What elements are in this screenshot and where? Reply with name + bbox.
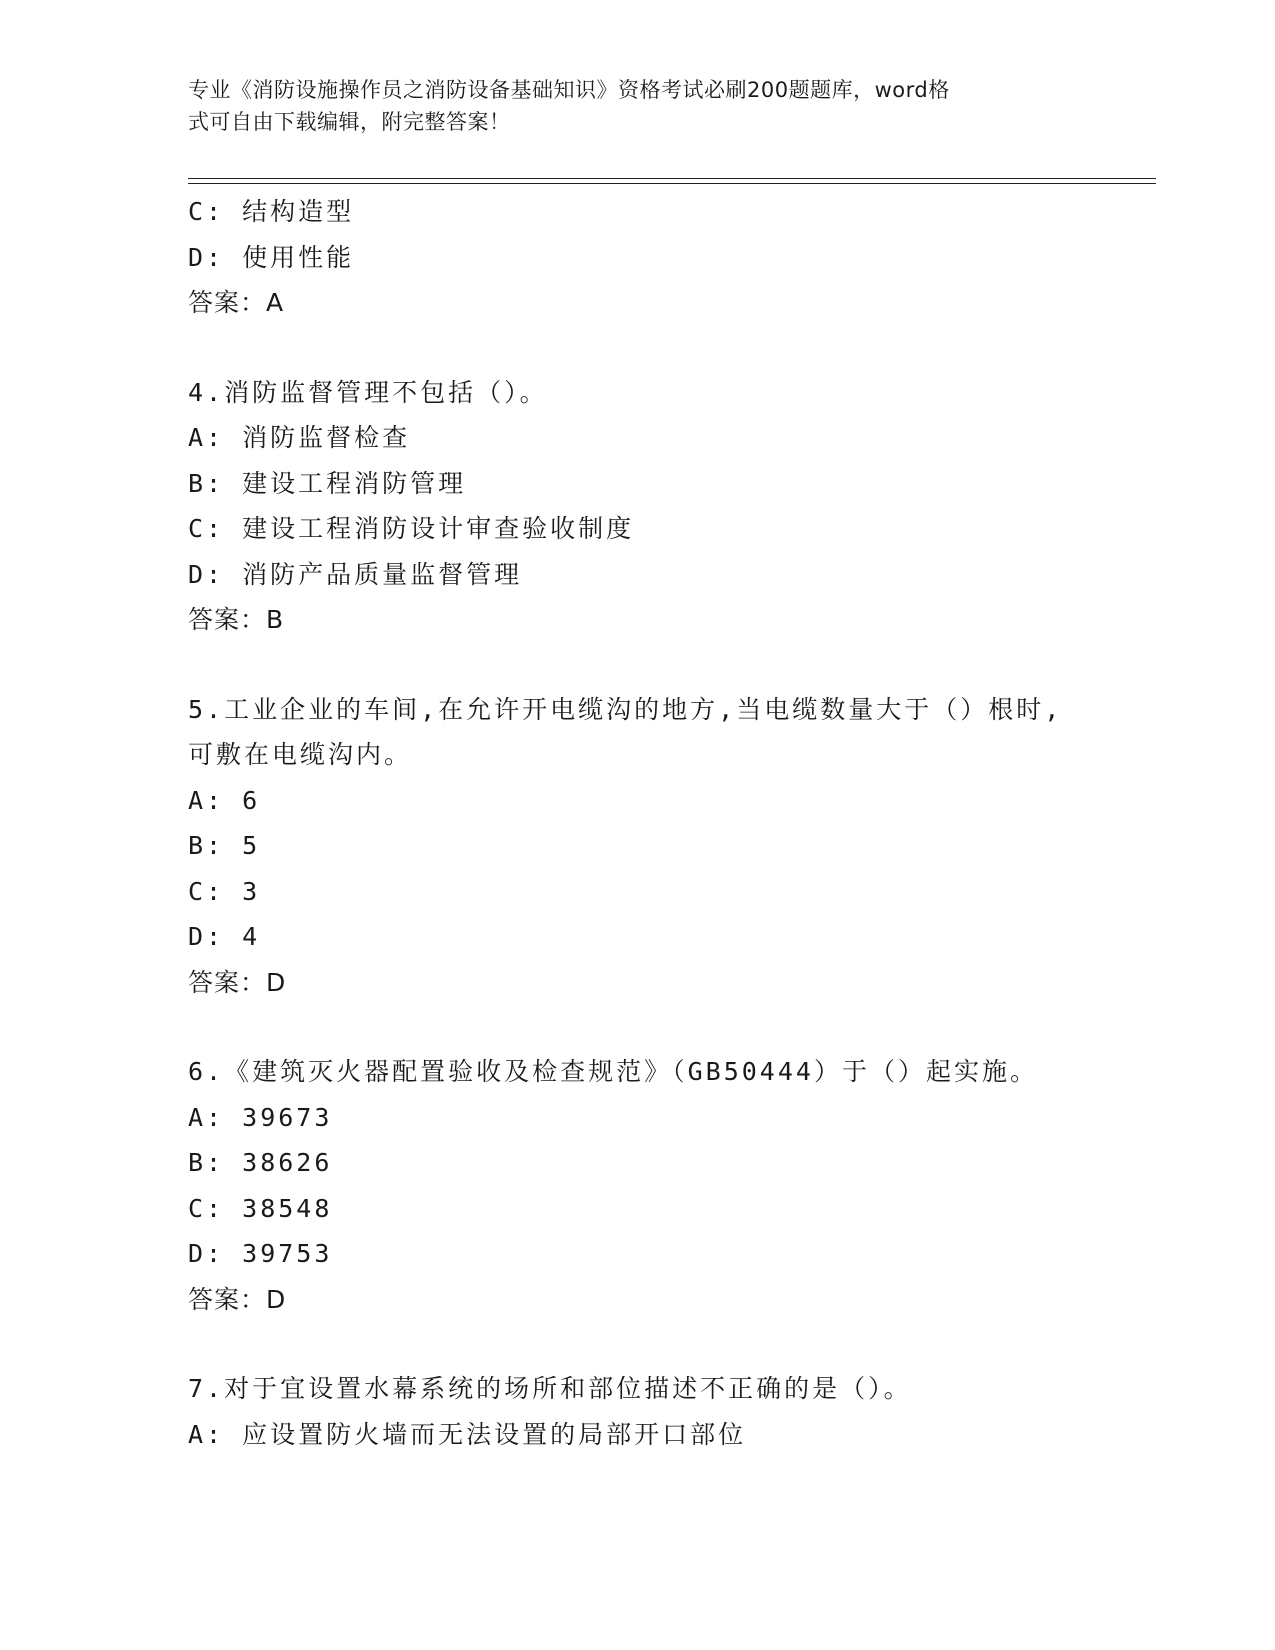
question-stem: 7.对于宜设置水幕系统的场所和部位描述不正确的是（）。 [188, 1374, 912, 1403]
spacer [188, 1005, 1148, 1049]
answer-line: 答案：A [188, 288, 285, 317]
question-4 [188, 370, 1148, 643]
spacer [188, 326, 1148, 370]
question-3-tail [188, 189, 1148, 326]
header-line-2: 式可自由下载编辑，附完整答案！ [188, 110, 511, 134]
option-a: A: 消防监督检查 [188, 423, 411, 452]
option-b: B: 建设工程消防管理 [188, 468, 467, 498]
question-stem-continued: 可敷在电缆沟内。 [188, 740, 413, 769]
question-5 [188, 687, 1148, 1006]
option-d: D: 4 [188, 922, 261, 951]
option-b: B: 38626 [188, 1148, 333, 1177]
header-line-1: 专业《消防设施操作员之消防设备基础知识》资格考试必刷200题题库，word格 [188, 78, 950, 102]
question-stem: 6.《建筑灭火器配置验收及检查规范》（GB50444）于（）起实施。 [188, 1057, 1038, 1086]
option-c: C: 建设工程消防设计审查验收制度 [188, 514, 635, 543]
header-divider-bottom [188, 183, 1156, 184]
answer-line: 答案：D [188, 1284, 287, 1314]
question-6 [188, 1049, 1148, 1322]
spacer [188, 643, 1148, 687]
option-a: A: 应设置防火墙而无法设置的局部开口部位 [188, 1419, 747, 1449]
document-header [188, 74, 1068, 138]
option-c: C: 结构造型 [188, 197, 355, 226]
answer-line: 答案：D [188, 967, 287, 997]
option-d: D: 消防产品质量监督管理 [188, 559, 523, 589]
option-a: A: 6 [188, 785, 261, 815]
option-c: C: 38548 [188, 1193, 333, 1223]
option-c: C: 3 [188, 876, 261, 906]
question-list [188, 189, 1148, 1457]
question-stem: 5.工业企业的车间,在允许开电缆沟的地方,当电缆数量大于（）根时, [188, 694, 1063, 724]
option-d: D: 使用性能 [188, 242, 355, 272]
option-b: B: 5 [188, 831, 261, 860]
question-stem: 4.消防监督管理不包括（）。 [188, 377, 548, 407]
option-a: A: 39673 [188, 1102, 333, 1132]
spacer [188, 1322, 1148, 1366]
question-7 [188, 1366, 1148, 1457]
option-d: D: 39753 [188, 1239, 333, 1268]
header-divider-top [188, 178, 1156, 179]
answer-line: 答案：B [188, 605, 285, 634]
